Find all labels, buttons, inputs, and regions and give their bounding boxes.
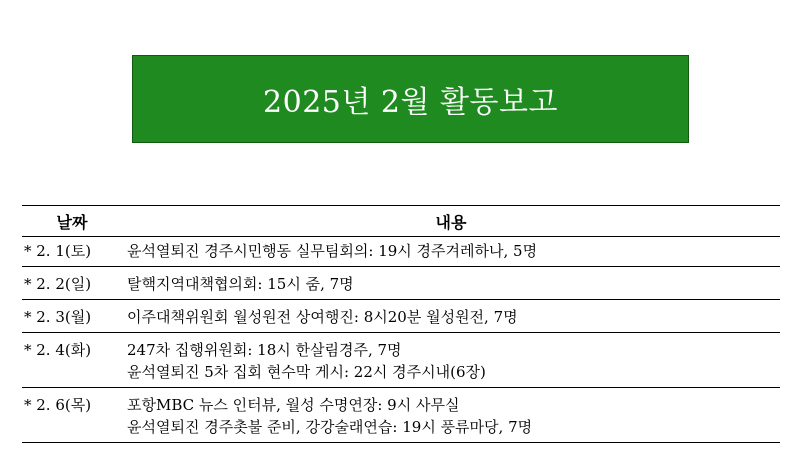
table-row — [22, 237, 780, 267]
row-content: 윤석열퇴진 경주시민행동 실무팀회의: 19시 경주겨레하나, 5명 — [127, 242, 538, 260]
row-content: 이주대책위원회 월성원전 상여행진: 8시20분 월성원전, 7명 — [127, 308, 518, 326]
row-content: 포항MBC 뉴스 인터뷰, 월성 수명연장: 9시 사무실 — [127, 396, 460, 414]
activity-table — [22, 205, 780, 443]
row-date: * 2. 1(토) — [24, 242, 92, 260]
row-date: * 2. 4(화) — [24, 341, 92, 359]
table-row — [22, 391, 780, 443]
report-title: 2025년 2월 활동보고 — [263, 85, 558, 120]
table-row — [22, 270, 780, 300]
row-date: * 2. 2(일) — [24, 275, 92, 293]
row-content: 윤석열퇴진 경주촛불 준비, 강강술래연습: 19시 풍류마당, 7명 — [127, 418, 533, 436]
report-title-banner — [132, 55, 689, 143]
header-content: 내용 — [435, 212, 467, 232]
row-date: * 2. 6(목) — [24, 396, 92, 414]
header-date: 날짜 — [56, 212, 88, 232]
row-content: 탈핵지역대책협의회: 15시 줌, 7명 — [127, 275, 354, 293]
table-row — [22, 336, 780, 388]
row-content: 윤석열퇴진 5차 집회 현수막 게시: 22시 경주시내(6장) — [127, 363, 486, 381]
table-header — [22, 206, 780, 237]
row-content: 247차 집행위원회: 18시 한살림경주, 7명 — [127, 341, 402, 359]
table-row — [22, 303, 780, 333]
row-date: * 2. 3(월) — [24, 308, 92, 326]
